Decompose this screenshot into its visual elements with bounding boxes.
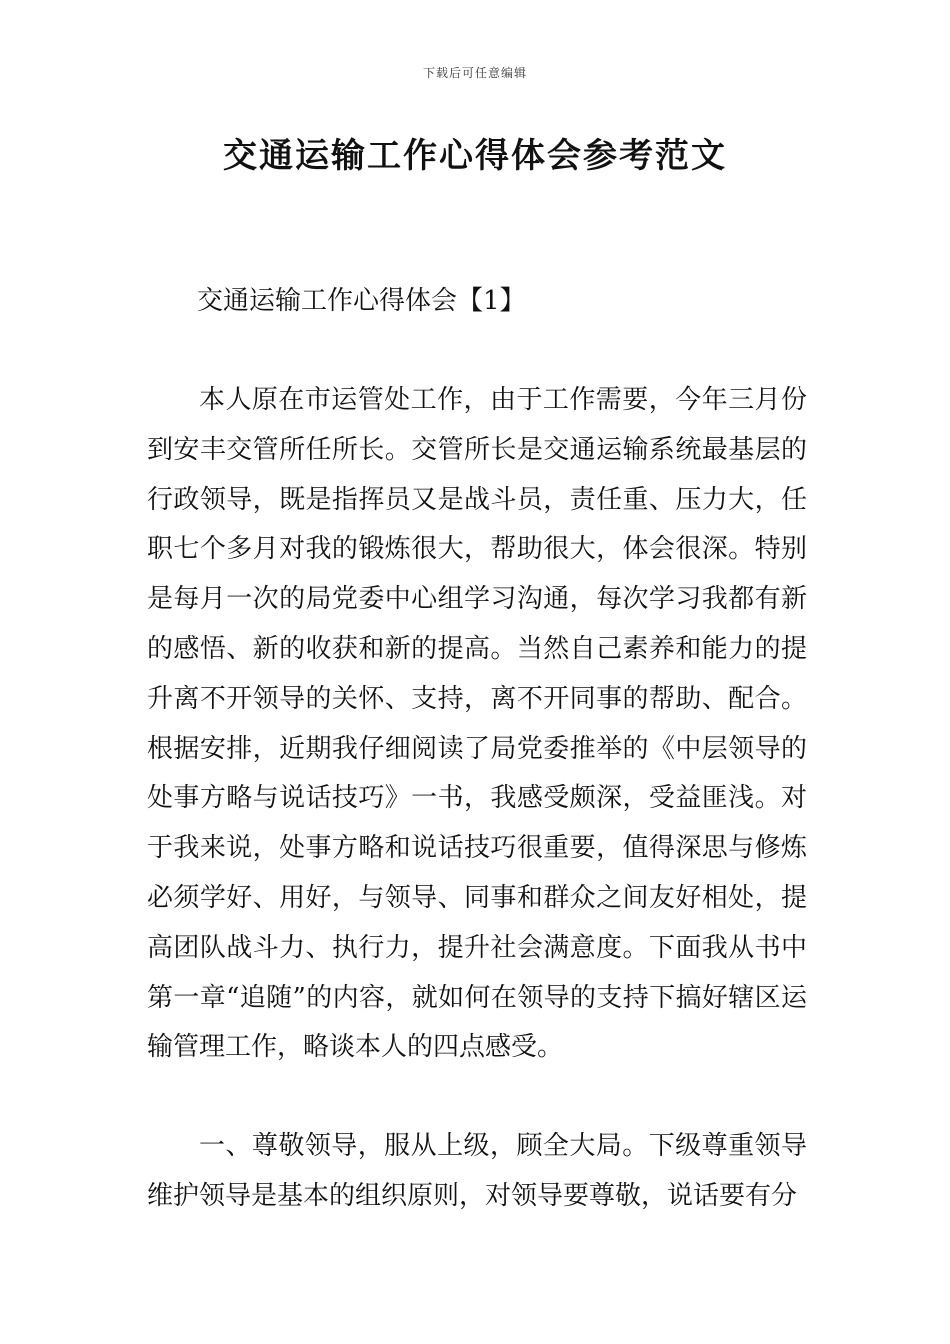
body-paragraph: 一、尊敬领导，服从上级，顾全大局。下级尊重领导维护领导是基本的组织原则，对领导要尊敬，说话要有分 [147, 1131, 807, 1211]
body-paragraph: 本人原在市运管处工作，由于工作需要，今年三月份到安丰交管所任所长。交管所长是交通运输系统最基层的行政领导，既是指挥员又是战斗员，责任重、压力大，任职七个多月对我的锻炼很大，帮助很大，体会很深。特别是每月一次的局党委中心组学习沟通，每次学习我都有新的感悟、新的收获和新的提高。当然自己素养和能力的提升离不开领导的关怀、支持，离不开同事的帮助、配合。根据安排，近期我仔细阅读了局党委推举的《中层领导的处事方略与说话技巧》一书，我感受颇深，受益匪浅。对于我来说，处事方略和说话技巧很重要，值得深思与修炼必须学好、用好，与领导、同事和群众之间友好相处，提高团队战斗力、执行力，提升社会满意度。下面我从书中第一章“追随”的内容，就如何在领导的支持下搞好辖区运输管理工作，略谈本人的四点感受。 [147, 385, 807, 1063]
document-title: 交通运输工作心得体会参考范文 [223, 136, 727, 176]
section-heading: 交通运输工作心得体会【1】 [197, 286, 526, 316]
page-header-note: 下载后可任意编辑 [422, 66, 527, 80]
